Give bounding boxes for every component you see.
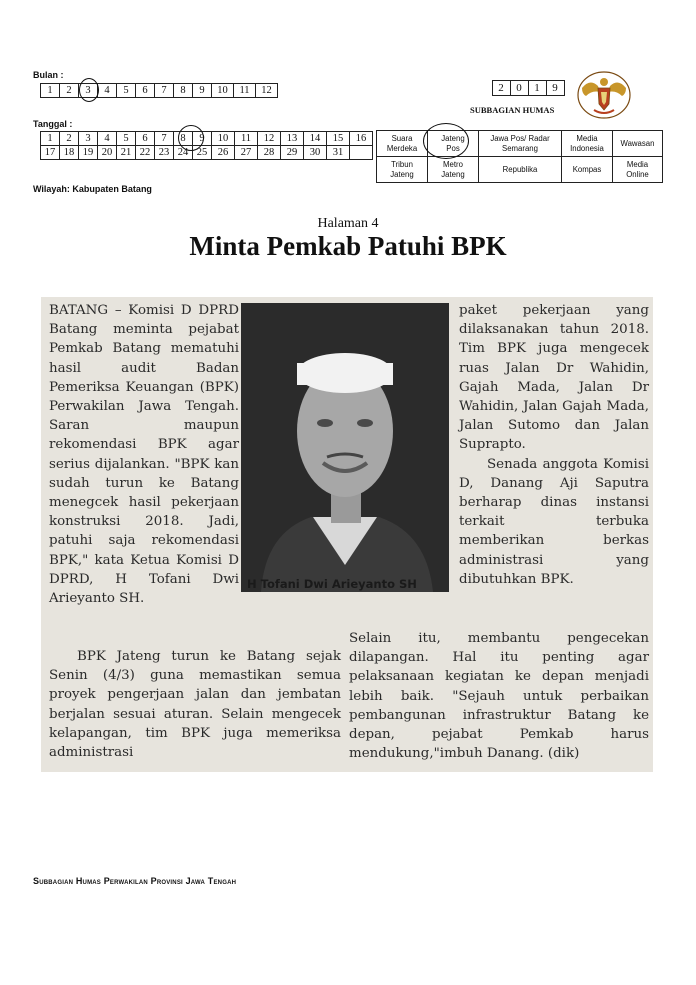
media-cell: Jateng Pos [428,131,479,157]
tanggal-cell: 11 [235,132,258,146]
tanggal-selected-circle [178,125,204,151]
media-cell: Metro Jateng [428,157,479,183]
article-column-2-bottom [349,629,649,763]
article-headline: Minta Pemkab Patuhi BPK [189,231,507,261]
newspaper-clipping [41,297,653,772]
tanggal-cell: 6 [136,132,155,146]
bulan-label: Bulan : [33,70,64,80]
tanggal-cell: 21 [117,146,136,160]
year-digit: 0 [511,81,529,96]
year-digit: 9 [547,81,565,96]
article-paragraph: Senada anggota Komisi D, Danang Aji Saputra berharap dinas instansi terkait terbuka memberikan berkas administrasi yang dibutuhkan BPK. [459,456,649,587]
media-cell: Tribun Jateng [377,157,428,183]
bulan-cell: 2 [60,84,79,98]
article-paragraph: Selain itu, membantu pengecekan dilapangan. Hal itu penting agar pelaksanaan kegiatan ke depan menjadi lebih baik. "Sejauh untuk perbaikan pembangunan infrastruktur Batang ke depan, pejabat Pemkab harus mendukung,"imbuh Danang. (dik) [349,631,649,762]
bulan-selected-circle [79,78,99,102]
bulan-cell: 10 [212,84,234,98]
bulan-cell: 3 [79,84,98,98]
halaman-label: Halaman 4 [317,216,379,231]
media-cell: Suara Merdeka [377,131,428,157]
tanggal-label: Tanggal : [33,119,73,129]
tanggal-grid [40,131,373,160]
tanggal-cell: 15 [327,132,350,146]
year-digit: 1 [529,81,547,96]
tanggal-cell: 1 [41,132,60,146]
bulan-cell: 5 [117,84,136,98]
tanggal-cell: 16 [350,132,373,146]
tanggal-cell: 23 [155,146,174,160]
tanggal-cell: 29 [281,146,304,160]
tanggal-cell: 20 [98,146,117,160]
article-paragraph: BPK Jateng turun ke Batang sejak Senin (4/3) guna memastikan semua proyek pengerjaan jalan dan jembatan berjalan sesuai aturan. Selain mengecek kelapangan, tim BPK juga memeriksa administrasi [49,649,341,761]
media-cell-wawasan: Wawasan [613,131,663,157]
tanggal-cell: 31 [327,146,350,160]
article-column-1-bottom [49,647,341,762]
bulan-cell: 1 [41,84,60,98]
tanggal-cell: 25 [193,146,212,160]
year-box [492,80,565,96]
tanggal-cell: 10 [212,132,235,146]
tanggal-cell: 12 [258,132,281,146]
bulan-grid [40,83,278,98]
tanggal-cell: 19 [79,146,98,160]
tanggal-cell: 26 [212,146,235,160]
article-paragraph: paket pekerjaan yang dilaksanakan tahun 2018. Tim BPK juga mengecek ruas Jalan Dr Wahidin, Gajah Mada, Jalan Dr Wahidin, Jalan Gajah Mada, Jalan Sutomo dan Jalan Suprapto. [459,303,649,453]
tanggal-cell: 9 [193,132,212,146]
media-selected-circle [423,123,469,159]
photo-caption: H Tofani Dwi Arieyanto SH [247,577,417,591]
article-column-3 [459,301,649,589]
media-cell: Media Indonesia [562,131,613,157]
tanggal-cell: 4 [98,132,117,146]
bulan-cell: 8 [174,84,193,98]
tanggal-cell: 8 [174,132,193,146]
media-cell: Media Online [613,157,663,183]
media-cell: Republika [479,157,562,183]
bulan-cell: 4 [98,84,117,98]
article-column-1 [49,301,239,608]
tanggal-cell: 7 [155,132,174,146]
tanggal-cell: 28 [258,146,281,160]
tanggal-cell: 18 [60,146,79,160]
tanggal-cell: 5 [117,132,136,146]
article-photo [241,303,449,592]
media-table [376,130,663,183]
tanggal-cell: 14 [304,132,327,146]
media-cell: Jawa Pos/ Radar Semarang [479,131,562,157]
bulan-cell: 12 [256,84,278,98]
tanggal-cell: 13 [281,132,304,146]
footer-label: Subbagian Humas Perwakilan Provinsi Jawa Tengah [33,876,237,886]
wilayah-label: Wilayah: Kabupaten Batang [33,184,152,194]
tanggal-cell [350,146,373,160]
tanggal-cell: 24 [174,146,193,160]
garuda-emblem [576,70,632,120]
subbagian-humas-title: SUBBAGIAN HUMAS [470,105,555,115]
year-digit: 2 [493,81,511,96]
bulan-cell: 7 [155,84,174,98]
media-cell: Kompas [562,157,613,183]
tanggal-cell: 3 [79,132,98,146]
bulan-cell: 11 [234,84,256,98]
article-paragraph: BATANG – Komisi D DPRD Batang meminta pejabat Pemkab Batang mematuhi hasil audit Badan Pemeriksa Keuangan (BPK) Perwakilan Jawa Tengah. Saran maupun rekomendasi BPK agar serius dijalankan. "BPK kan sudah turun ke Batang menegcek hasil pekerjaan konstruksi 2018. Jadi, patuhi saja rekomendasi BPK," kata Ketua Komisi D DPRD, H Tofani Dwi Arieyanto SH. [49,303,239,607]
bulan-cell: 6 [136,84,155,98]
tanggal-cell: 17 [41,146,60,160]
tanggal-cell: 22 [136,146,155,160]
tanggal-cell: 2 [60,132,79,146]
tanggal-cell: 27 [235,146,258,160]
bulan-cell: 9 [193,84,212,98]
tanggal-cell: 30 [304,146,327,160]
